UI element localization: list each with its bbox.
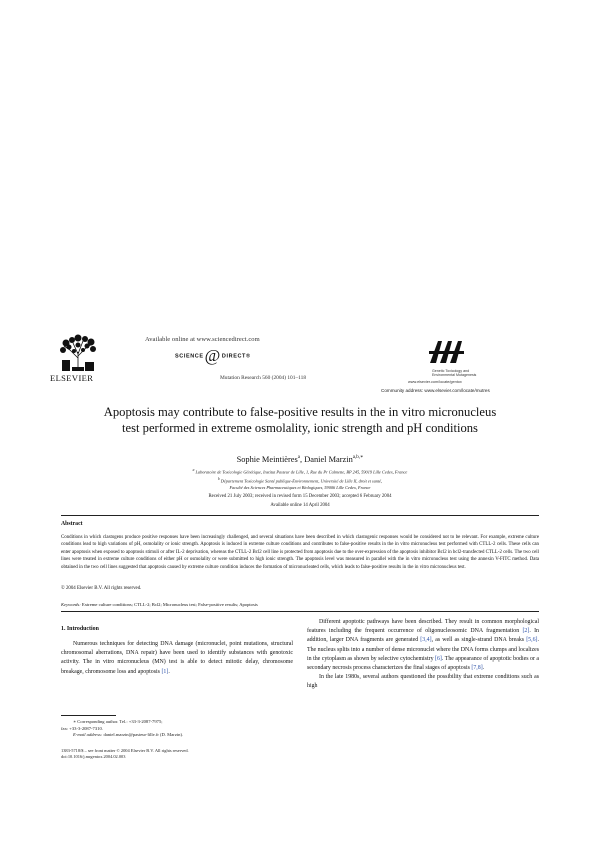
- genetic-toxicology-journal-logo-icon: [428, 338, 465, 365]
- col1-p1-text: Numerous techniques for detecting DNA damage (micronuclei, point mutations, structural chromosomal aberrations, DNA repair) have been used to identify substances with genotoxic activity. The in vitro micronucleus (MN) test is able to detect mitotic delay, chromosome breakage, chromosome loss and apoptosis: [61, 641, 293, 675]
- col2-p1-text-a: Different apoptotic pathways have been described. They result in common morphological features including the frequent occurrence of oligonucleosomic DNA fragmentation: [307, 619, 539, 635]
- journal-subtitle-line-2: Environmental Mutagenesis: [432, 373, 477, 378]
- doi-line[interactable]: doi:10.1016/j.mrgentox.2004.02.003: [61, 754, 126, 760]
- elsevier-tree-logo-icon: [58, 334, 98, 372]
- available-online-text: Available online at www.sciencedirect.com: [145, 336, 260, 343]
- author-1: Sophie Meintières: [236, 454, 298, 464]
- sciencedirect-logo: [175, 346, 251, 366]
- affiliations: [80, 467, 520, 492]
- available-online-date: Available online 14 April 2004: [270, 502, 330, 508]
- author-list: [100, 454, 500, 464]
- col2-p1-text-b: . In addition, larger DNA fragments are generated: [307, 628, 539, 644]
- affiliation-b: [80, 476, 520, 485]
- corresponding-author-footnote: [61, 719, 293, 739]
- publisher-name: ELSEVIER: [50, 373, 94, 383]
- email-label: E-mail address:: [73, 732, 103, 738]
- author-2-affiliation: a,b,∗: [352, 455, 364, 460]
- journal-subtitle-line-1: Genetic Toxicology and: [432, 369, 470, 373]
- affiliation-a-marker: a: [192, 468, 195, 472]
- abstract-heading: Abstract: [61, 521, 83, 527]
- sciencedirect-right: DIRECT®: [221, 353, 251, 360]
- issn-line: 1383-5718/$ – see front matter © 2004 Elsevier B.V. All rights reserved.: [61, 748, 189, 753]
- citation-link[interactable]: [5,6]: [526, 637, 538, 644]
- article-title: Apoptosis may contribute to false-positive results in the in vitro micronucleus test performed in extreme osmolality, ionic strength and pH conditions: [103, 405, 497, 435]
- col2-paragraph-2: In the late 1980s, several authors questioned the possibility that extreme conditions such as high: [307, 674, 539, 690]
- footnote-line-2: fax: +33-3-2087-7310.: [61, 725, 103, 731]
- citation-link[interactable]: [7,8]: [471, 665, 483, 672]
- col2-paragraph-1: [307, 618, 539, 673]
- keywords: [61, 602, 258, 607]
- col2-p1-text-f: .: [482, 665, 485, 672]
- author-1-affiliation: a: [297, 455, 300, 460]
- issn-doi: [61, 748, 361, 761]
- email-link[interactable]: daniel.marzin@pasteur-lille.fr (D. Marzin).: [103, 732, 184, 738]
- journal-reference: Mutation Research 560 (2004) 101–118: [220, 375, 307, 381]
- received-dates: Received 21 July 2003; received in revised form 15 December 2003; accepted 6 February 2004: [208, 494, 392, 499]
- affiliation-b-line-2: Faculté des Sciences Pharmaceutiques et Biologiques, 59006 Lille Cedex, France: [229, 485, 371, 491]
- col2-p1-text-e: . The appearance of apoptotic bodies or a secondary necrosis process characterizes the final stages of apoptosis: [307, 655, 540, 672]
- divider-bottom: [61, 611, 539, 612]
- citation-link[interactable]: [6]: [435, 655, 442, 662]
- col2-p1-text-d: . The nucleus splits into a number of dense micronuclei where the DNA forms clumps and localizes in the cytoplasm as shown by selective cytochemistry: [307, 637, 539, 662]
- col2-p1-text-c: , as well as single-strand DNA breaks: [431, 637, 527, 644]
- footnote-rule: [61, 715, 116, 716]
- sciencedirect-at: @: [204, 346, 221, 365]
- journal-website: www.elsevier.com/locate/gentox: [408, 380, 462, 384]
- citation-link[interactable]: [2]: [522, 628, 530, 635]
- section-heading-introduction: 1. Introduction: [61, 626, 99, 632]
- copyright-notice: © 2004 Elsevier B.V. All rights reserved.: [61, 586, 142, 591]
- citation-link[interactable]: [1]: [161, 668, 169, 675]
- affiliation-a-text: Laboratoire de Toxicologie Génétique, Institut Pasteur de Lille, 1, Rue du Pr Calmette, BP 245, 59019 Lille Cedex, France: [195, 469, 408, 475]
- affiliation-b-marker: b: [217, 477, 220, 482]
- footnote-email: [61, 732, 293, 739]
- abstract-text: Conditions in which clastogens produce positive responses have been increasingly challenged, and several situations have been described in which clastogenic responses would be considered not to be relevant. For example, extreme culture conditions lead to high variations of pH, osmolality or ionic strength. Apoptosis is induced in extreme culture conditions and contributes to false-positive results in the in vitro micronucleus test performed with CTLL-2 cells. These cells can enter apoptosis when exposed to apoptosis stimuli or after IL-2 deprivation, whereas the CTLL-2 Bcl2 cell line is protected from apoptosis due to the over-expression of the apoptosis inhibitor Bcl2 in bcl2-transfected CTLL-2 cells. The two cell lines were treated in extreme culture conditions of either pH or osmolality or were submitted to high ionic strength. The apoptosis level was measured in parallel with the in vitro micronucleus test using the annexin V-FITC method. Data obtained in the two cell lines suggested that apoptosis caused by extreme culture condition induces the formation of micronucleated cells, which leads to false-positive results in the in vitro micronucleus test.: [61, 535, 539, 570]
- keywords-label: Keywords:: [61, 602, 81, 607]
- body-column-2: [307, 618, 539, 692]
- col1-p1-end: .: [168, 668, 170, 675]
- journal-subtitle: [432, 369, 492, 378]
- author-separator: ,: [300, 454, 305, 464]
- footnote-line-1: ∗ Corresponding author. Tel.: +33-3-2087-7975;: [73, 719, 163, 724]
- author-2: Daniel Marzin: [304, 454, 353, 464]
- affiliation-b-text-1: Département Toxicologie Santé publique-Environnement, Université de Lille II, droit et santé,: [220, 478, 383, 484]
- divider-top: [61, 515, 539, 516]
- citation-link[interactable]: [3,4]: [420, 637, 432, 644]
- body-column-1: [61, 640, 293, 677]
- keywords-list: Extreme culture conditions; CTLL-2; Bcl2; Micronucleus test; False-positive results; Apoptosis: [81, 602, 258, 607]
- col1-paragraph-1: [61, 640, 293, 677]
- affiliation-a: [80, 467, 520, 476]
- article-dates: [100, 493, 500, 510]
- community-address: Community address: www.elsevier.com/locate/mutres: [381, 388, 490, 393]
- sciencedirect-left: SCIENCE: [175, 353, 204, 360]
